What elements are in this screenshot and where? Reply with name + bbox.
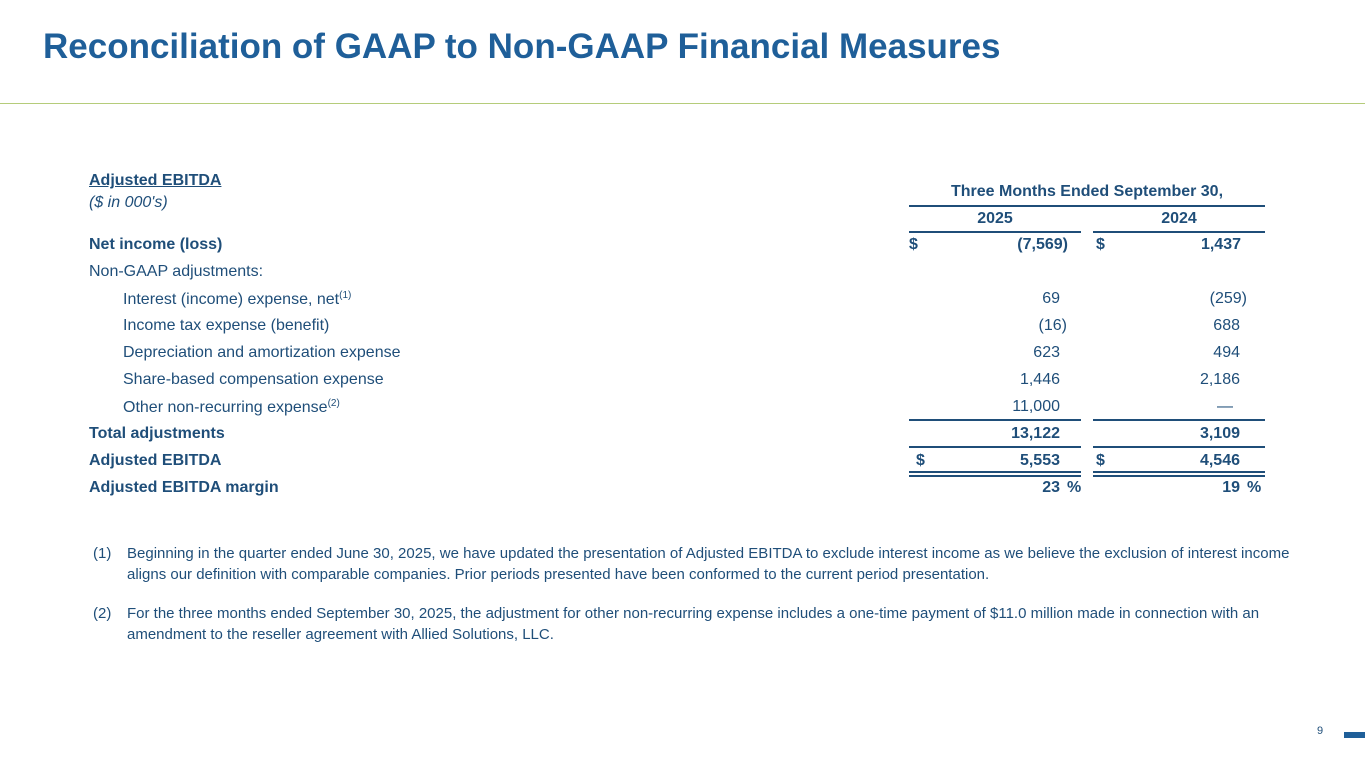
total-rule-2025 (909, 446, 1081, 448)
row-label-share-comp: Share-based compensation expense (123, 371, 384, 388)
double-rule-bottom-2025 (909, 475, 1081, 477)
footnote-2 (93, 603, 1293, 645)
total-rule-2024 (1093, 446, 1265, 448)
row-label-adjusted-ebitda: Adjusted EBITDA (89, 452, 222, 469)
corner-accent-bar (1344, 732, 1365, 738)
year-2024-header: 2024 (1161, 210, 1197, 227)
year-2025-header: 2025 (977, 210, 1013, 227)
double-rule-bottom-2024 (1093, 475, 1265, 477)
percent-sign: % (1067, 479, 1082, 496)
footnote-1 (93, 543, 1293, 585)
value-adjusted-ebitda-2024: 4,546 (1199, 452, 1240, 469)
footnote-1-mark: (1) (93, 545, 112, 562)
title-divider (0, 103, 1365, 104)
value-share-comp-2024: 2,186 (1199, 371, 1240, 388)
currency-symbol: $ (1096, 236, 1105, 253)
year-2024-underline (1093, 231, 1265, 233)
row-label-depreciation: Depreciation and amortization expense (123, 344, 401, 361)
value-tax-2025: (16) (1038, 317, 1067, 334)
double-rule-top-2025 (909, 471, 1081, 473)
row-label-tax: Income tax expense (benefit) (123, 317, 330, 334)
value-other-2024: — (1217, 398, 1233, 415)
value-tax-2024: 688 (1213, 317, 1240, 334)
value-ebitda-margin-2025: 23 (1042, 479, 1060, 496)
value-net-income-2025: (7,569) (1017, 236, 1068, 253)
currency-symbol: $ (909, 236, 918, 253)
footnote-1-text: Beginning in the quarter ended June 30, 2025, we have updated the presentation of Adjusted EBITDA to exclude interest income as we believe the exclusion of interest income aligns our definition with comparable companies. Prior periods presented have been conformed to the current period presentation. (127, 545, 1290, 583)
header-underline (909, 205, 1265, 207)
value-total-adjustments-2025: 13,122 (1011, 425, 1060, 442)
row-label-total-adjustments: Total adjustments (89, 425, 225, 442)
value-interest-2025: 69 (1042, 290, 1060, 307)
row-label-interest: Interest (income) expense, net$^{(1)}$ (123, 290, 352, 308)
row-label-ebitda-margin: Adjusted EBITDA margin (89, 479, 279, 496)
value-interest-2024: (259) (1209, 290, 1247, 307)
value-adjusted-ebitda-2025: 5,553 (1019, 452, 1060, 469)
value-net-income-2024: 1,437 (1200, 236, 1241, 253)
currency-symbol: $ (1096, 452, 1105, 469)
table-units: ($ in 000's) (89, 194, 168, 211)
row-label-net-income: Net income (loss) (89, 236, 223, 253)
percent-sign: % (1247, 479, 1262, 496)
subtotal-rule-2025 (909, 419, 1081, 421)
page-number: 9 (1317, 725, 1324, 737)
row-label-other: Other non-recurring expense$^{(2)}$ (123, 398, 340, 416)
footnote-2-mark: (2) (93, 605, 112, 622)
currency-symbol: $ (916, 452, 925, 469)
value-share-comp-2025: 1,446 (1019, 371, 1060, 388)
value-depreciation-2024: 494 (1213, 344, 1240, 361)
table-section-title: Adjusted EBITDA (89, 172, 222, 189)
page-title: Reconciliation of GAAP to Non-GAAP Financial Measures (43, 27, 1001, 66)
value-ebitda-margin-2024: 19 (1222, 479, 1240, 496)
row-label-non-gaap: Non-GAAP adjustments: (89, 263, 264, 280)
double-rule-top-2024 (1093, 471, 1265, 473)
footnote-ref-2: (2) (327, 398, 340, 409)
year-2025-underline (909, 231, 1081, 233)
footnotes (93, 543, 1293, 663)
value-other-2025: 11,000 (1012, 398, 1060, 415)
footnote-ref-1: (1) (339, 290, 352, 301)
value-depreciation-2025: 623 (1033, 344, 1060, 361)
period-header: Three Months Ended September 30, (950, 183, 1224, 200)
subtotal-rule-2024 (1093, 419, 1265, 421)
footnote-2-text: For the three months ended September 30, 2025, the adjustment for other non-recurring expense includes a one-time payment of $11.0 million made in connection with an amendment to the reseller agreement with Allied Solutions, LLC. (127, 605, 1260, 643)
value-total-adjustments-2024: 3,109 (1199, 425, 1240, 442)
